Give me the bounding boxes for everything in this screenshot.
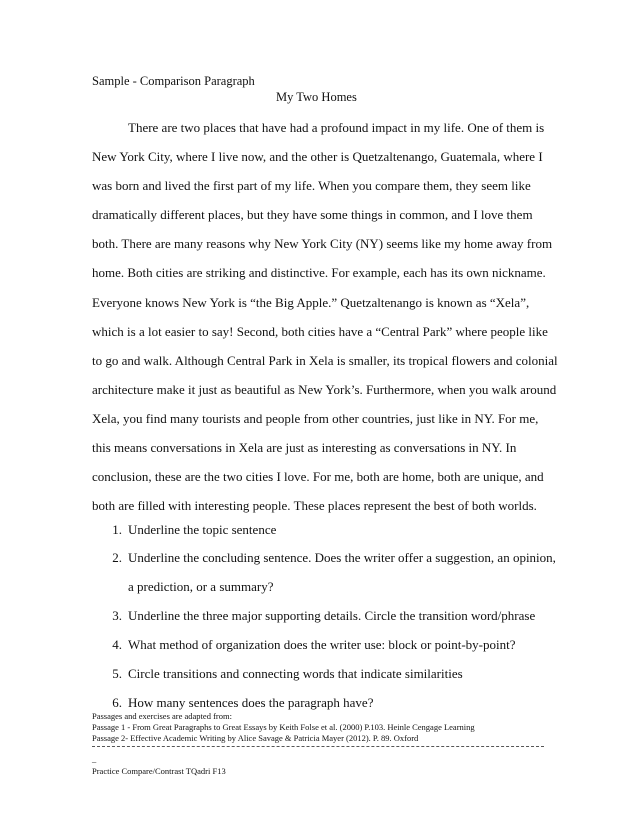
list-item <box>92 695 373 711</box>
list-item-text: Underline the concluding sentence. Does the writer offer a suggestion, an opinion, <box>128 550 556 565</box>
paragraph-line: Xela, you find many tourists and people from other countries, just like in NY. For me, <box>92 410 539 426</box>
divider-tail: _ <box>92 754 97 764</box>
list-item-text: How many sentences does the paragraph have? <box>128 695 374 710</box>
list-item-text: What method of organization does the writer use: block or point-by-point? <box>128 637 516 652</box>
paragraph-line: New York City, where I live now, and the other is Quetzaltenango, Guatemala, where I <box>92 149 543 165</box>
list-item <box>92 550 556 566</box>
list-item <box>92 637 516 653</box>
paragraph-line: Everyone knows New York is “the Big Apple.” Quetzaltenango is known as “Xela”, <box>92 294 530 310</box>
header-label: Sample - Comparison Paragraph <box>92 74 255 88</box>
page-footer: Practice Compare/Contrast TQadri F13 <box>92 766 226 776</box>
list-item-number: 3. <box>112 608 122 623</box>
list-item <box>92 522 276 538</box>
list-item-continuation: a prediction, or a summary? <box>128 579 274 594</box>
divider-rule <box>92 746 544 747</box>
list-item-number: 5. <box>112 666 122 681</box>
list-item-text: Underline the topic sentence <box>128 522 277 537</box>
footnote-line: Passage 1 - From Great Paragraphs to Great Essays by Keith Folse et al. (2000) P.103. Heinle Cengage Learning <box>92 722 475 732</box>
paragraph-line: to go and walk. Although Central Park in Xela is smaller, its tropical flowers and colonial <box>92 352 558 368</box>
paragraph-line: conclusion, these are the two cities I love. For me, both are home, both are unique, and <box>92 469 544 485</box>
paragraph-line: which is a lot easier to say! Second, both cities have a “Central Park” where people like <box>92 323 548 339</box>
list-item-text: Circle transitions and connecting words that indicate similarities <box>128 666 463 681</box>
body-paragraph <box>92 113 558 520</box>
paragraph-line: this means conversations in Xela are just as interesting as conversations in NY. In <box>92 440 517 456</box>
paragraph-line: home. Both cities are striking and distinctive. For example, each has its own nickname. <box>92 265 546 281</box>
paragraph-line: was born and lived the first part of my life. When you compare them, they seem like <box>92 178 531 194</box>
paragraph-line: architecture make it just as beautiful as New York’s. Furthermore, when you walk around <box>92 381 557 397</box>
list-item-text: Underline the three major supporting details. Circle the transition word/phrase <box>128 608 536 623</box>
list-item-number: 6. <box>112 695 122 710</box>
page-title: My Two Homes <box>276 90 357 104</box>
footnote-line: Passage 2- Effective Academic Writing by Alice Savage & Patricia Mayer (2012). P. 89. Oxford <box>92 733 419 743</box>
list-item-number: 1. <box>112 522 122 537</box>
list-item-number: 2. <box>112 550 122 565</box>
footnote-line: Passages and exercises are adapted from: <box>92 711 232 721</box>
paragraph-line: both are filled with interesting people. These places represent the best of both worlds. <box>92 498 537 514</box>
list-item <box>92 608 535 624</box>
list-item-number: 4. <box>112 637 122 652</box>
paragraph-line: There are two places that have had a profound impact in my life. One of them is <box>128 120 545 135</box>
paragraph-line: dramatically different places, but they have some things in common, and I love them <box>92 207 533 223</box>
list-item <box>92 666 463 682</box>
paragraph-line: both. There are many reasons why New York City (NY) seems like my home away from <box>92 236 553 252</box>
